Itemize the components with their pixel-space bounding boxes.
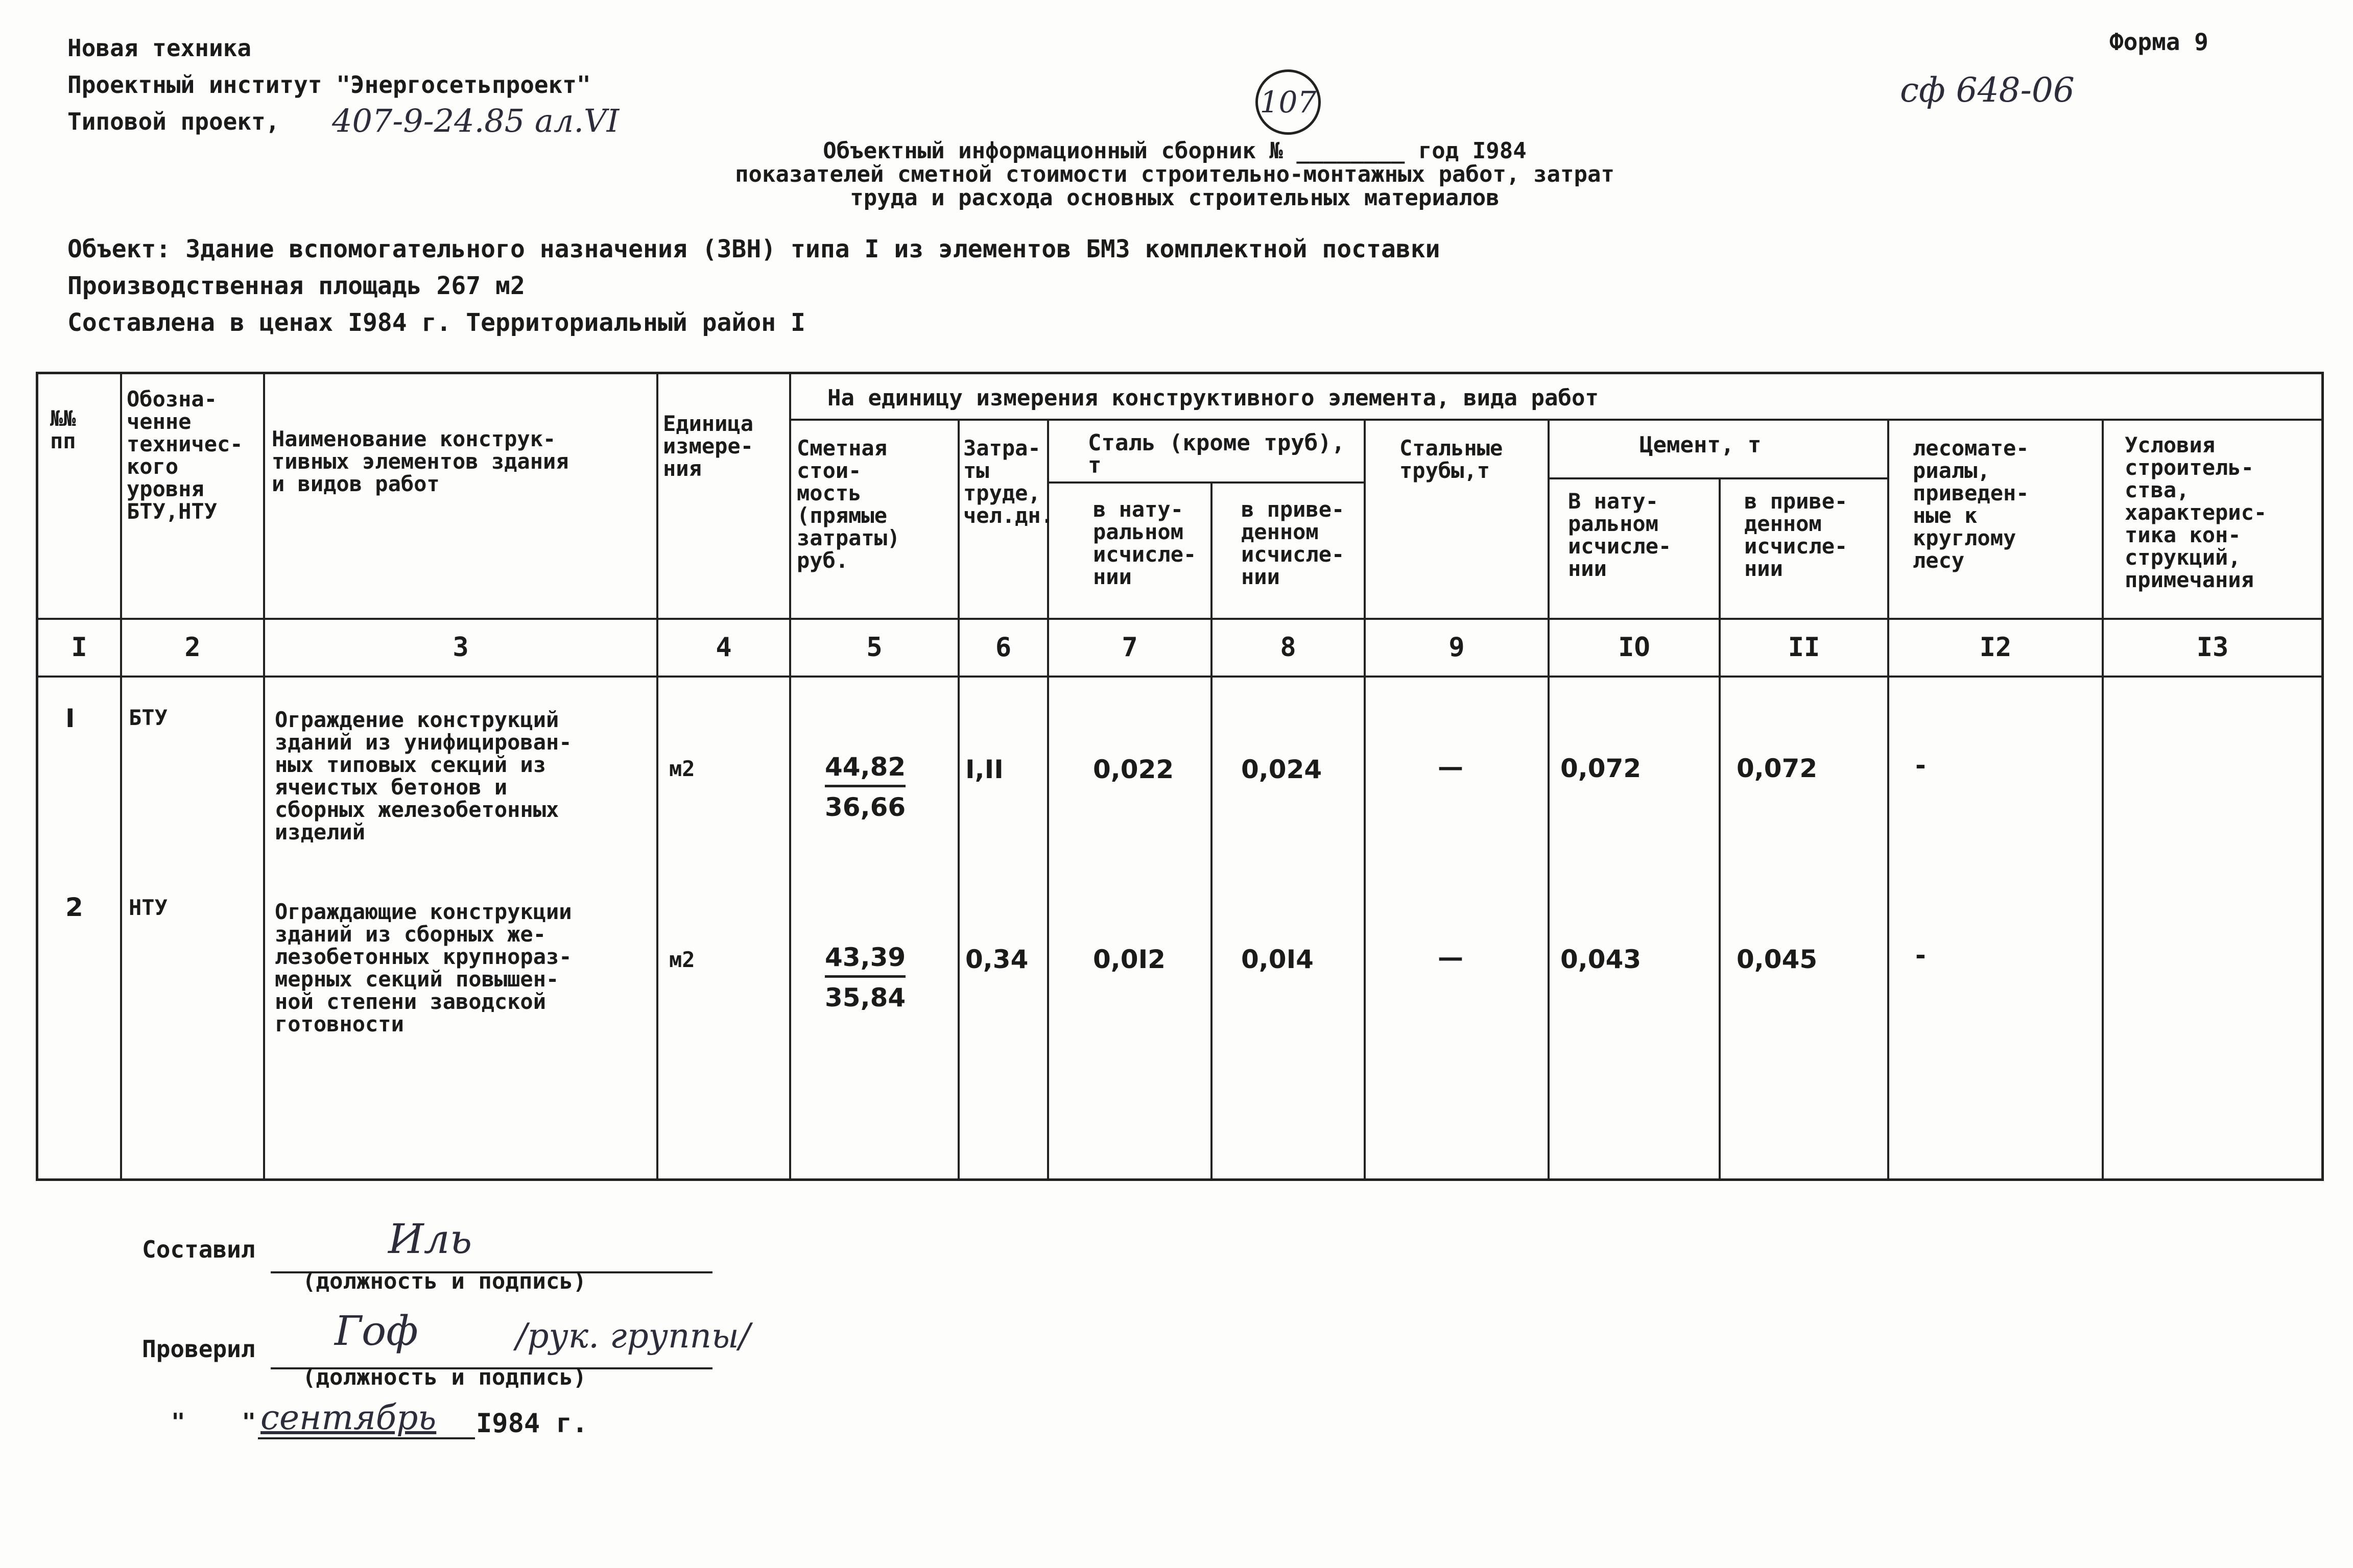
date-month-handwritten: сентябрь xyxy=(260,1398,437,1437)
header-line-1: Новая техника xyxy=(67,34,252,62)
row-2-timber: - xyxy=(1915,940,1926,970)
row-1-pipes: — xyxy=(1438,752,1463,782)
checked-signature: Гоф xyxy=(335,1307,418,1355)
date-quotes: " " xyxy=(171,1408,256,1436)
col-number-6: 6 xyxy=(995,632,1012,663)
row-1-unit: м2 xyxy=(669,756,695,781)
col-number-12: I2 xyxy=(1979,632,2012,663)
header-unit: Единица измере- ния xyxy=(663,411,754,481)
date-year: I984 г. xyxy=(476,1408,588,1439)
header-cement-reduced: в приве- денном исчисле- нии xyxy=(1744,489,1848,581)
title-line-3: труда и расхода основных строительных материалов xyxy=(850,185,1500,211)
col-number-5: 5 xyxy=(866,632,883,663)
indicators-table xyxy=(36,372,2324,1178)
row-2-num: 2 xyxy=(65,892,83,922)
row-1-cement-natural: 0,072 xyxy=(1560,754,1642,783)
col-number-4: 4 xyxy=(716,632,732,663)
prices-line: Составлена в ценах I984 г. Территориальный район I xyxy=(67,308,805,337)
row-1-steel-natural: 0,022 xyxy=(1093,755,1174,784)
header-steel: Сталь (кроме труб), т xyxy=(1088,430,1345,478)
header-pipes: Стальные трубы,т xyxy=(1399,436,1503,483)
header-level: Обозна- ченне техничес- кого уровня БТУ,НТУ xyxy=(127,387,243,524)
title-line-1: Объектный информационный сборник № ________ год I984 xyxy=(823,138,1527,164)
page-number: 107 xyxy=(1259,85,1317,119)
header-name: Наименование конструк- тивных элементов здания и видов работ xyxy=(272,426,569,496)
header-notes: Условия строитель- ства, характерис- тика кон- струкций, примечания xyxy=(2125,432,2267,592)
title-line-2: показателей сметной стоимости строительно-монтажных работ, затрат xyxy=(735,161,1614,187)
composed-caption: (должность и подпись) xyxy=(302,1268,587,1294)
row-1-name: Ограждение конструкций зданий из унифицирован- ных типовых секций из ячеистых бетонов и сборных железобетонных изделий xyxy=(275,707,572,845)
row-2-cost xyxy=(825,943,906,1012)
header-labor: Затра- ты труде, чел.дн. xyxy=(963,436,1054,528)
row-1-cost-bottom: 36,66 xyxy=(825,792,906,822)
row-2-level: НТУ xyxy=(129,895,168,920)
project-number-handwritten: 407-9-24.85 ал.VI xyxy=(332,102,620,139)
col-number-2: 2 xyxy=(184,632,201,663)
row-2-cement-reduced: 0,045 xyxy=(1737,945,1818,974)
checked-label: Проверил xyxy=(142,1335,255,1363)
row-2-cement-natural: 0,043 xyxy=(1560,945,1642,974)
row-2-cost-bottom: 35,84 xyxy=(825,983,906,1012)
object-line: Объект: Здание вспомогательного назначения (ЗВН) типа I из элементов БМЗ комплектной поставки xyxy=(67,235,1440,263)
col-number-7: 7 xyxy=(1122,632,1138,663)
header-line-3-label: Типовой проект, xyxy=(67,108,280,135)
col-number-1: I xyxy=(71,632,87,663)
row-2-steel-natural: 0,0I2 xyxy=(1093,945,1166,974)
form-label: Форма 9 xyxy=(2109,28,2208,56)
col-number-3: 3 xyxy=(453,632,469,663)
row-2-steel-reduced: 0,0I4 xyxy=(1241,945,1314,974)
checked-role-handwritten: /рук. группы/ xyxy=(516,1316,751,1356)
row-1-cement-reduced: 0,072 xyxy=(1737,754,1818,783)
header-timber: лесомате- риалы, приведен- ные к круглому лесу xyxy=(1913,436,2029,573)
area-line: Производственная площадь 267 м2 xyxy=(67,272,525,300)
page-number-circle xyxy=(1255,69,1321,135)
col-number-9: 9 xyxy=(1448,632,1465,663)
stamp-handwritten: сф 648-06 xyxy=(1900,70,2075,110)
header-steel-natural: в нату- ральном исчисле- нии xyxy=(1093,497,1197,589)
row-1-level: БТУ xyxy=(129,705,168,730)
checked-caption: (должность и подпись) xyxy=(302,1364,587,1390)
header-cement: Цемент, т xyxy=(1639,432,1762,458)
row-1-steel-reduced: 0,024 xyxy=(1241,755,1322,784)
composed-label: Составил xyxy=(142,1236,255,1263)
row-1-num: I xyxy=(65,704,75,733)
header-steel-reduced: в приве- денном исчисле- нии xyxy=(1241,497,1345,589)
row-1-cost xyxy=(825,752,906,822)
header-cement-natural: В нату- ральном исчисле- нии xyxy=(1568,489,1672,581)
col-number-11: II xyxy=(1788,632,1820,663)
header-line-2: Проектный институт "Энергосетьпроект" xyxy=(67,71,591,99)
date-line xyxy=(258,1437,475,1439)
col-number-10: IO xyxy=(1618,632,1650,663)
composed-signature: Иль xyxy=(388,1215,472,1263)
row-1-cost-top: 44,82 xyxy=(825,752,906,787)
row-2-cost-top: 43,39 xyxy=(825,943,906,978)
header-cost: Сметная стои- мость (прямые затраты) руб. xyxy=(797,436,900,573)
row-2-unit: м2 xyxy=(669,947,695,972)
row-2-name: Ограждающие конструкции зданий из сборных же- лезобетонных крупнораз- мерных секций повышен- ной степени заводской готовности xyxy=(275,899,572,1036)
header-group: На единицу измерения конструктивного элемента, вида работ xyxy=(827,385,1599,411)
row-2-labor: 0,34 xyxy=(965,945,1029,974)
row-2-pipes: — xyxy=(1438,943,1463,972)
header-num: №№ пп xyxy=(50,406,76,453)
col-number-8: 8 xyxy=(1280,632,1296,663)
row-1-labor: I,II xyxy=(965,755,1004,784)
col-number-13: I3 xyxy=(2196,632,2229,663)
row-1-timber: - xyxy=(1915,751,1926,780)
